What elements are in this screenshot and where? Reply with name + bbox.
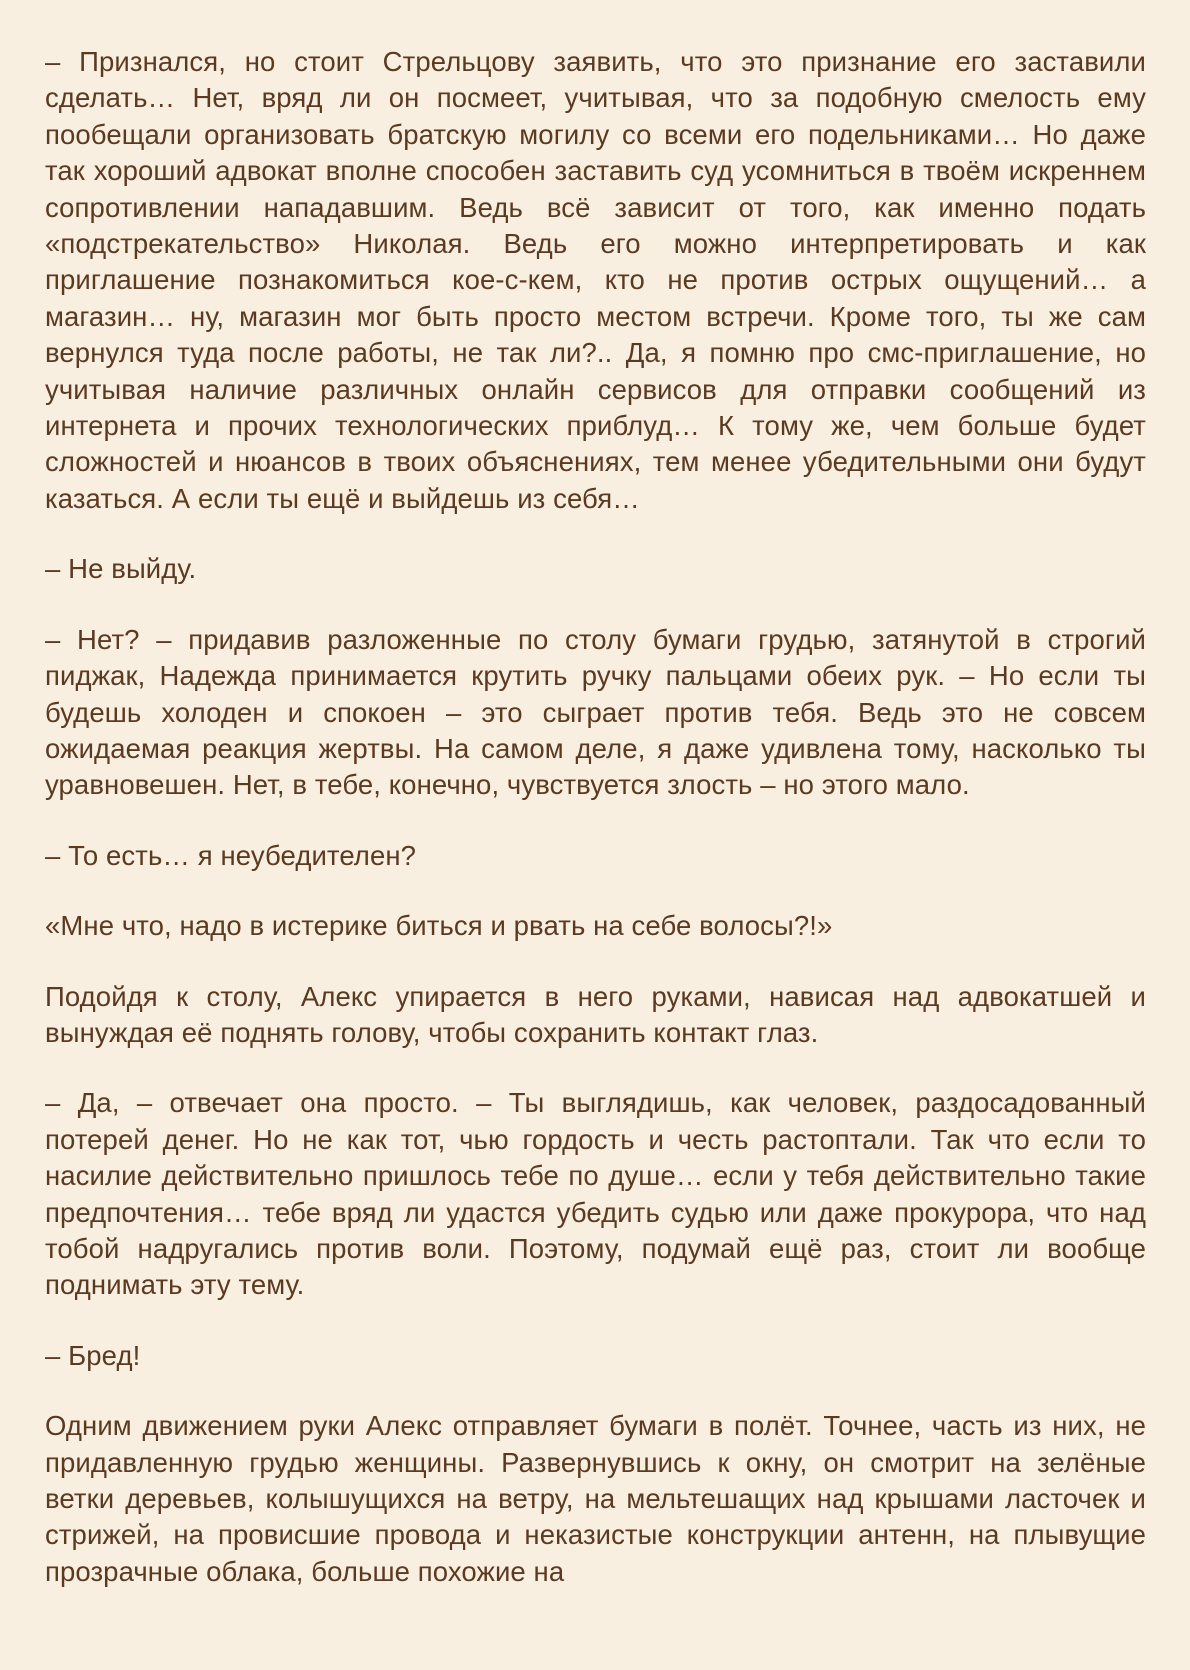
paragraph-5: «Мне что, надо в истерике биться и рвать на себе волосы?!» — [45, 910, 833, 942]
paragraph-6: Подойдя к столу, Алекс упирается в него руками, нависая над адвокатшей и вынуждая её поднять голову, чтобы сохранить контакт глаз. — [45, 980, 1146, 1048]
paragraph-9: Одним движением руки Алекс отправляет бумаги в полёт. Точнее, часть из них, не придавленную грудью женщины. Развернувшись к окну, он смотрит на зелёные ветки деревьев, колышущихся на ветру, на мельтешащих над крышами ласточек и стрижей, на провисшие провода и неказистые конструкции антенн, на плывущие прозрачные облака, больше похожие на — [45, 1410, 1146, 1587]
paragraph-4: – То есть… я неубедителен? — [45, 839, 417, 871]
paragraph-7: – Да, – отвечает она просто. – Ты выглядишь, как человек, раздосадованный потерей денег. Но не как тот, чью гордость и честь растоптали. Так что если то насилие действительно пришлось тебе по душе… если у тебя действительно такие предпочтения… тебе вряд ли удастся убедить судью или даже прокурора, что над тобой надругались против воли. Поэтому, подумай ещё раз, стоит ли вообще поднимать эту тему. — [45, 1087, 1146, 1301]
paragraph-2: – Не выйду. — [45, 553, 197, 585]
paragraph-8: – Бред! — [45, 1339, 141, 1371]
paragraph-3: – Нет? – придавив разложенные по столу бумаги грудью, затянутой в строгий пиджак, Надежда принимается крутить ручку пальцами обеих рук. – Но если ты будешь холоден и спокоен – это сыграет против тебя. Ведь это не совсем ожидаемая реакция жертвы. На самом деле, я даже удивлена тому, насколько ты уравновешен. Нет, в тебе, конечно, чувствуется злость – но этого мало. — [45, 623, 1146, 801]
paragraph-1: – Признался, но стоит Стрельцову заявить, что это признание его заставили сделать… Нет, вряд ли он посмеет, учитывая, что за подобную смелость ему пообещали организовать братскую могилу со всеми его подельниками… Но даже так хороший адвокат вполне способен заставить суд усомниться в твоём искреннем сопротивлении нападавшим. Ведь всё зависит от того, как именно подать «подстрекательство» Николая. Ведь его можно интерпретировать и как приглашение познакомиться кое-с-кем, кто не против острых ощущений… а магазин… ну, магазин мог быть просто местом встречи. Кроме того, ты же сам вернулся туда после работы, не так ли?.. Да, я помню про смс-приглашение, но учитывая наличие различных онлайн сервисов для отправки сообщений из интернета и прочих технологических приблуд… К тому же, чем больше будет сложностей и нюансов в твоих объяснениях, тем менее убедительными они будут казаться. А если ты ещё и выйдешь из себя… — [45, 46, 1146, 514]
